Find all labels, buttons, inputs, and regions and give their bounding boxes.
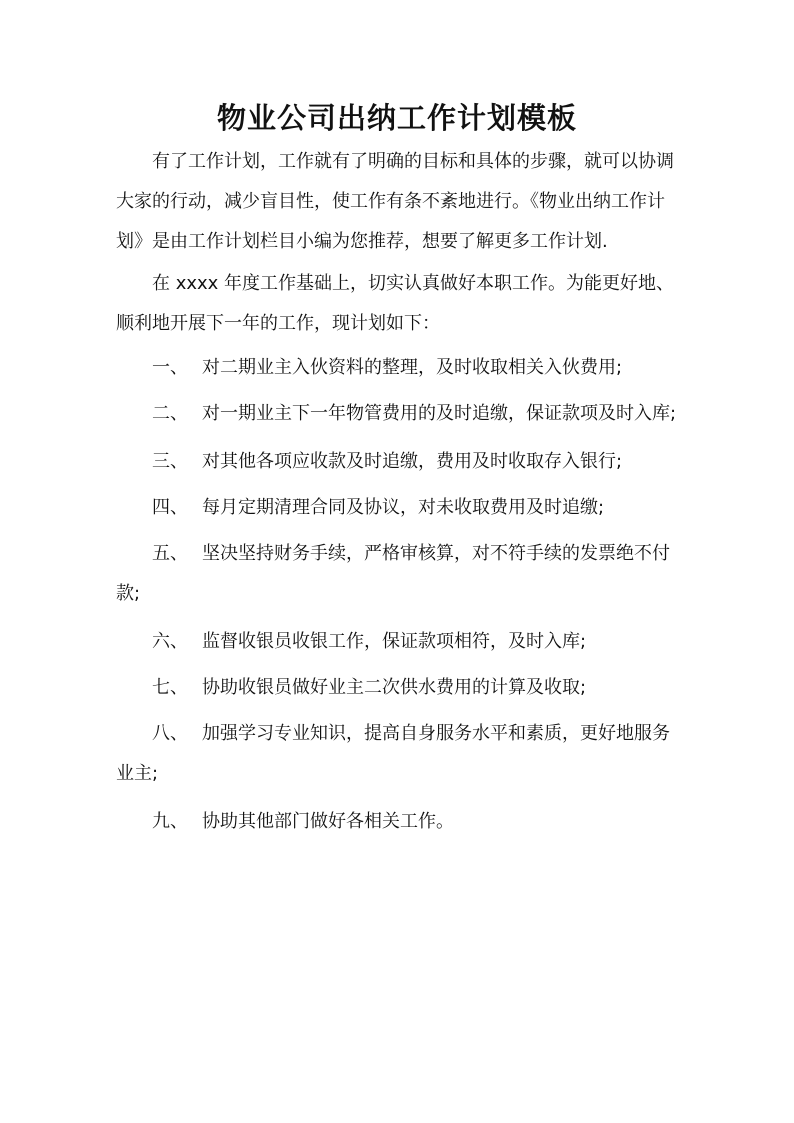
item-text: 每月定期清理合同及协议，对未收取费用及时追缴; xyxy=(202,497,605,518)
item-number: 六、 xyxy=(152,631,188,652)
plan-list xyxy=(116,348,682,848)
intro-paragraph xyxy=(116,142,682,262)
item-text: 对二期业主入伙资料的整理，及时收取相关入伙费用; xyxy=(202,357,623,378)
list-item xyxy=(116,622,682,662)
item-text: 监督收银员收银工作，保证款项相符，及时入库; xyxy=(202,631,587,652)
list-item xyxy=(116,394,682,434)
list-item xyxy=(116,488,682,528)
item-number: 一、 xyxy=(152,357,188,378)
intro-text: 有了工作计划，工作就有了明确的目标和具体的步骤，就可以协调大家的行动，减少盲目性，使工作有条不紊地进行。《物业出纳工作计划》是由工作计划栏目小编为您推荐，想要了解更多工作计划. xyxy=(116,151,674,252)
plan-intro-text: 在 xxxx 年度工作基础上，切实认真做好本职工作。为能更好地、顺利地开展下一年的工作，现计划如下： xyxy=(116,273,675,334)
item-text: 协助收银员做好业主二次供水费用的计算及收取; xyxy=(202,677,587,698)
item-number: 二、 xyxy=(152,403,188,424)
item-number: 八、 xyxy=(152,723,188,744)
item-text: 协助其他部门做好各相关工作。 xyxy=(202,811,454,832)
item-number: 四、 xyxy=(152,497,188,518)
list-item xyxy=(116,442,682,482)
item-text: 加强学习专业知识，提高自身服务水平和素质，更好地服务业主; xyxy=(116,723,670,784)
list-item xyxy=(116,714,682,794)
list-item xyxy=(116,348,682,388)
item-number: 三、 xyxy=(152,451,188,472)
list-item xyxy=(116,668,682,708)
item-number: 七、 xyxy=(152,677,188,698)
document-title: 物业公司出纳工作计划模板 xyxy=(216,101,577,135)
item-number: 五、 xyxy=(152,543,188,564)
plan-intro-paragraph xyxy=(116,264,682,344)
list-item xyxy=(116,534,682,614)
item-text: 对其他各项应收款及时追缴，费用及时收取存入银行; xyxy=(202,451,623,472)
list-item xyxy=(116,802,682,842)
item-text: 对一期业主下一年物管费用的及时追缴，保证款项及时入库; xyxy=(202,403,677,424)
item-text: 坚决坚持财务手续，严格审核算，对不符手续的发票绝不付款; xyxy=(116,543,670,604)
item-number: 九、 xyxy=(152,811,188,832)
